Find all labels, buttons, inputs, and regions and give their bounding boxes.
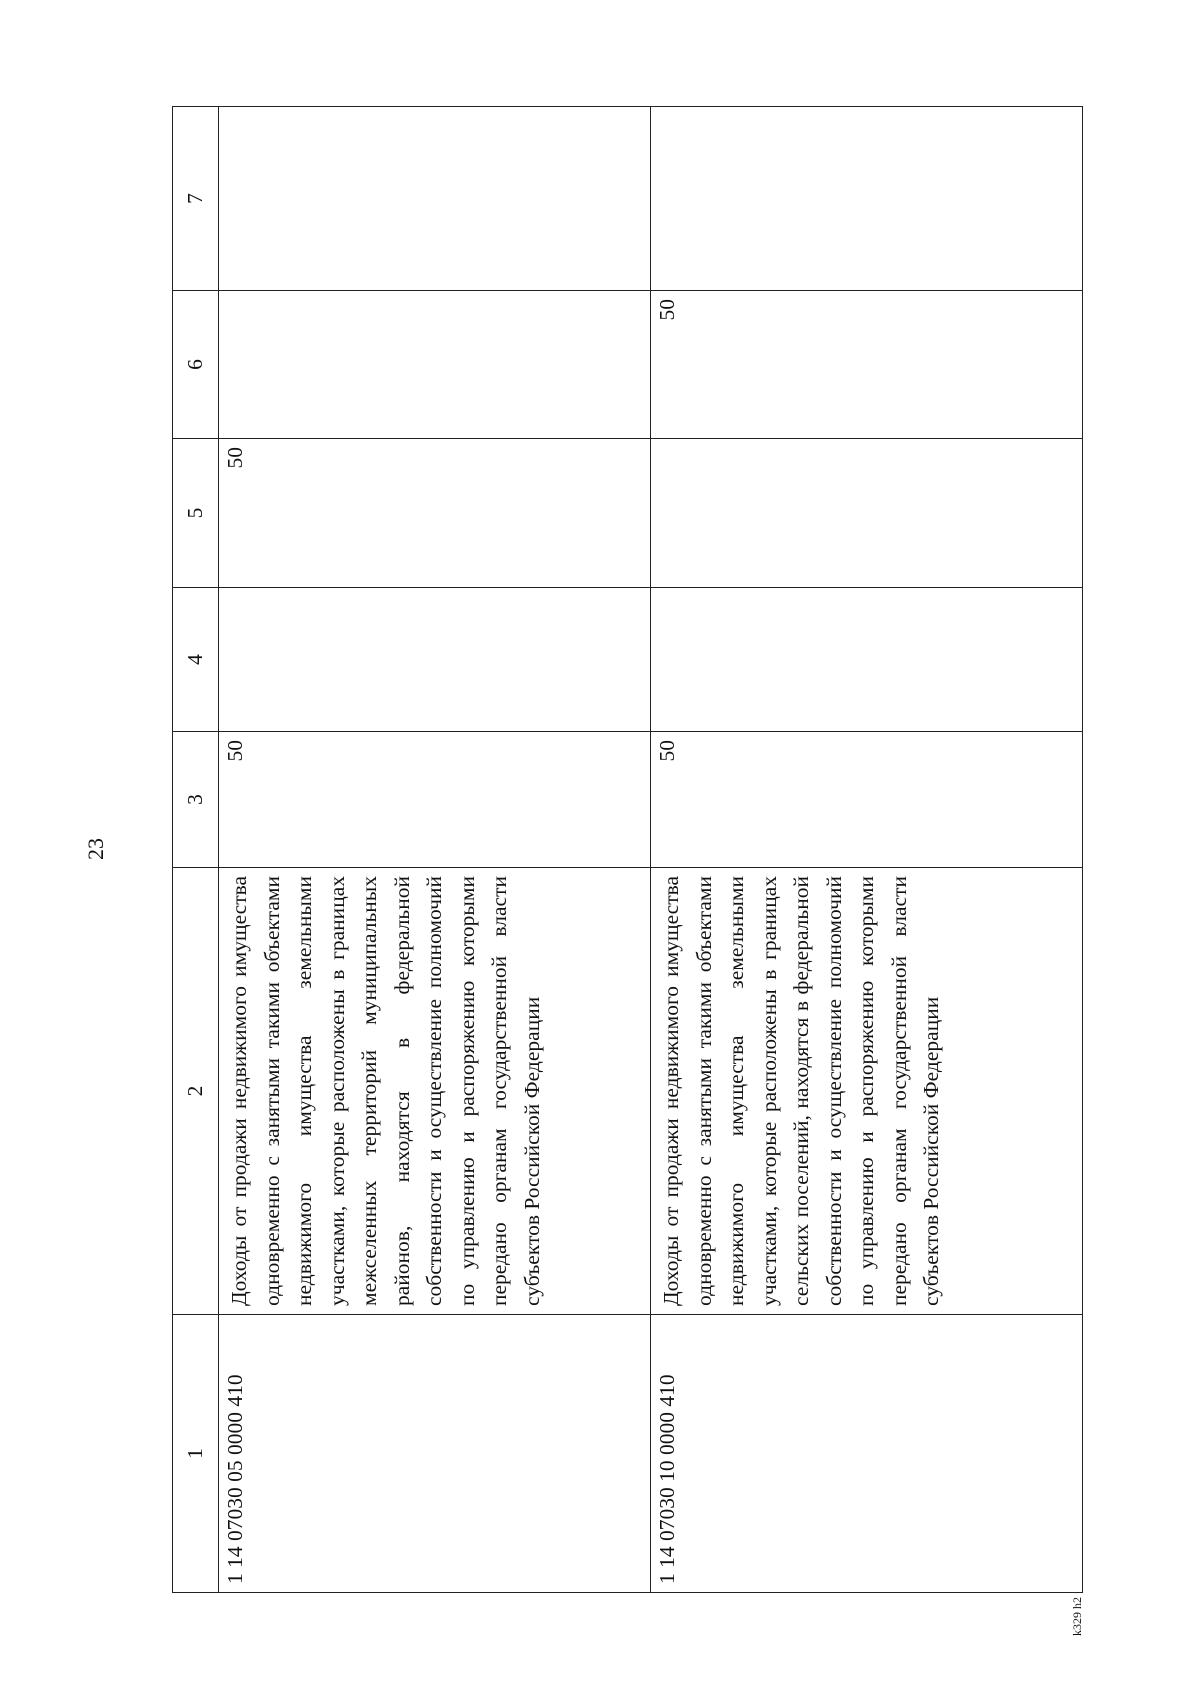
column-header-4: 4 xyxy=(173,588,219,732)
value-cell-col6 xyxy=(219,291,651,439)
value-cell-col4 xyxy=(219,588,651,732)
column-header-1: 1 xyxy=(173,1315,219,1593)
value-cell-col7 xyxy=(651,107,1083,291)
table-row xyxy=(651,107,1083,1593)
value-cell-col6: 50 xyxy=(651,291,1083,439)
value-cell-col4 xyxy=(651,588,1083,732)
page-number: 23 xyxy=(83,838,108,860)
value-cell-col7 xyxy=(219,107,651,291)
table-row xyxy=(219,107,651,1593)
budget-code-cell: 1 14 07030 05 0000 410 xyxy=(219,1315,651,1593)
column-header-7: 7 xyxy=(173,107,219,291)
value-cell-col3: 50 xyxy=(219,732,651,868)
description-cell: Доходы от продажи недвижимого имущества одновременно с занятыми такими объектами недвижимого имущества земельными участками, которые расположены в границах межселенных территорий муниципальных районов, находятся в федеральной собственности и осуществление полномочий по управлению и распоряжению которыми передано органам государственной власти субъектов Российской Федерации xyxy=(219,868,651,1315)
rotated-table-container xyxy=(172,107,1083,1593)
column-header-2: 2 xyxy=(173,868,219,1315)
value-cell-col3: 50 xyxy=(651,732,1083,868)
value-cell-col5 xyxy=(651,439,1083,588)
description-cell: Доходы от продажи недвижимого имущества одновременно с занятыми такими объектами недвижимого имущества земельными участками, которые расположены в границах сельских поселений, находятся в федеральной собственности и осуществление полномочий по управлению и распоряжению которыми передано органам государственной власти субъектов Российской Федерации xyxy=(651,868,1083,1315)
column-header-5: 5 xyxy=(173,439,219,588)
budget-code-cell: 1 14 07030 10 0000 410 xyxy=(651,1315,1083,1593)
column-header-3: 3 xyxy=(173,732,219,868)
document-footer-code: k329 h2 xyxy=(1070,1597,1084,1636)
table-header-row xyxy=(173,107,219,1593)
revenue-table xyxy=(172,106,1083,1593)
value-cell-col5: 50 xyxy=(219,439,651,588)
column-header-6: 6 xyxy=(173,291,219,439)
